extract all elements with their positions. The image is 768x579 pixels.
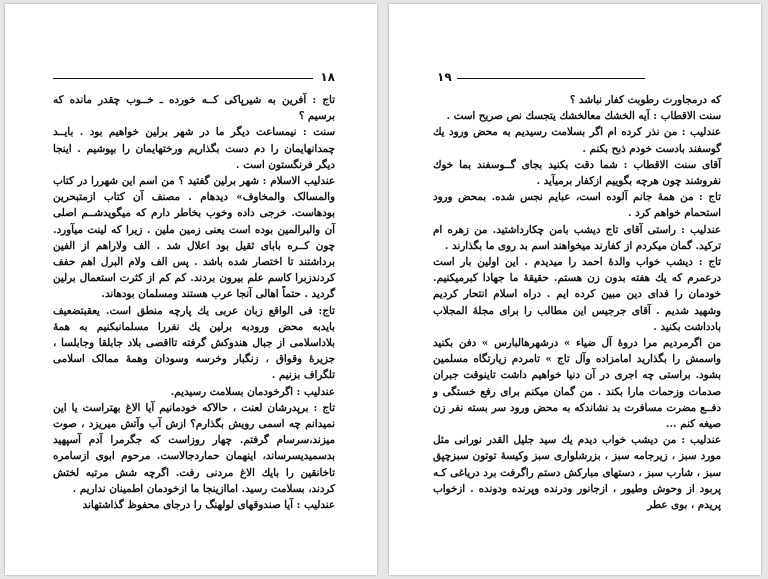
right-page-text xyxy=(433,92,721,513)
left-page-header xyxy=(53,70,335,84)
right-paragraph-3: عندلیب : من نذر کرده ام اگر بسلامت رسیدیم به محض ورود یك گوسفند بادست خودم ذبح بکنم . xyxy=(433,126,721,155)
right-paragraph-7: تاج : دیشب خواب والدهٔ احمد را میدیدم . این اولین بار است درعمرم که یك هفته بدون زن هستم. حقیقهٔ ما جهادا کبرمیکنیم. خودمان را فدای دین مبین کرده ایم . دراه اسلام انتحار کردیم وشهید شدیم . آقای جرجیس این مطالب را برای مجلهٔ المجلاب بادداشت بکنید . xyxy=(433,256,721,333)
right-paragraph-8: من اگرمردیم مرا دروهٔ آل ضیاء » درشهرهالبارس » دفن بکنید واسمش را بگذارید امامزاده وآل تاج » تامردم زیارتگاه مسلمین بشود. براستی چه اجری در آن دنیا خواهیم داشت تاینوقت جبران صدمات وزحمات مارا بکند . من گمان میکنم برای رفع خستگی و دفــع مضرت مسافرت بد نشاندکه به محض ورود سر بسته نفر زن صیغه کنم ... xyxy=(433,337,721,431)
left-header-rule xyxy=(53,78,313,79)
left-paragraph-1: تاج : آفرین به شیرپاکی کــه خورده ـ خــوب چقدر مانده که برسیم ؟ xyxy=(53,94,335,123)
right-page-number: ۱۹ xyxy=(437,70,452,84)
left-paragraph-2: سنت : نیمساعت دیگر ما در شهر برلین خواهیم بود . بایــد چمدانهایمان را دم دست بگذاریم ورختهایمان را بپوشیم . اینجا دیگر فرنگستون است . xyxy=(53,126,335,171)
right-paragraph-4: آقای سنت الاقطاب : شما دقت بکنید بجای گــوسفند بما خوك نفروشند چون هرچه بگوییم ازکفار برمیآید . xyxy=(433,158,721,188)
left-page-number: ۱۸ xyxy=(320,70,335,84)
right-page xyxy=(389,4,761,575)
right-paragraph-5: تاج : من همهٔ جانم آلوده است، عبایم نجس شده. بمحض ورود استحمام خواهم کرد . xyxy=(433,191,721,220)
left-paragraph-7: عندلیب : آیا صندوقهای لولهنگ را درجای محفوظ گذاشتهاند xyxy=(82,499,335,512)
right-paragraph-9: عندلیب : من دیشب خواب دیدم یك سید جلیل القدر نورانی مثل مورد سبز ، زیرجامه سبز ، بزرشلواری سبز وکیسهٔ توتون سبزچپق سبز ، شارب سبز ، دستهای مبارکش دستم راگرفت برد دریاغی کـه پربود از وحوش وطیور ، ازجانور ودرنده وپرنده ودونده . ازخواب پریدم ، بوی عطر xyxy=(433,434,721,512)
left-paragraph-3: عندلیب الاسلام : شهر برلین گفتید ؟ من اسم این شهررا در کتاب والمسالک والمخاوف» دیدهام . مصنف آن کتاب ازمتبحرین بودهاست. خرجی داده وخوب بخاطر دارم که میگویدشــم اصلی آن والبرالمین بوده است یعنی زمین ملین . زیرا که لینت میآورد. چون کــره بابای ثقیل بود اعلال شد . الف ولاراهم از الفین برداشتند تا اختصار شده باشد . پس الف ولام البرل اهم حفف کردندزبرا کاسم علم بیرون بردند. کم کم از کثرت استعمال برلین گردید . حتماً اهالی آنجا عرب هستند ومسلمان بودهاند. xyxy=(53,175,335,301)
right-paragraph-2: سنت الاقطاب : آیه الخشك معالخشك یتجسك نص صریح است . xyxy=(446,110,721,123)
left-page-text xyxy=(53,92,335,513)
left-paragraph-6: تاج : برپدرشان لعنت ، حالاکه خودمانیم آیا الاغ بهتراست یا این نمیدانم چه اسمی رویش بگذارم؟ ازش آب وآتش میریزد ، صوت میزند،سرسام گرفتم. چهار روزاست که جگرمرا آدم آسپهید بدسمیدیسرساند، اینهمان حماردجالاست. مرحوم ابوی ازسامره تاخانقین را بایك الاغ مردنی رفت. اگرچه شش مرتبه لختش کردند، بسلامت رسید. اماازینجا ما ازخودمان اطمینان نداریم . xyxy=(53,401,335,495)
right-paragraph-6: عندلیب : راستی آقای تاج دیشب بامن چکارداشتید. من زهره ام ترکید. گمان میکردم از کفارند میخواهند اسم بد روی ما بگذارند . xyxy=(433,223,721,252)
left-paragraph-4: تاج: فی الواقع زبان عربی یك پارچه منطق است. یعقبتضعیف بایدبه محض ورودبه برلین یك نفررا مسلمانبکنیم به همهٔ بلاداسلامی از جبال هندوکش گرفته تااقصی بلاد جابلقا وجابلسا ، جزیرهٔ وقواق ، زنگبار وخرسه وسودان وهمهٔ ممالک اسلامی تلگراف بزنیم . xyxy=(53,304,335,382)
right-header-rule xyxy=(457,78,645,79)
right-paragraph-1: که درمجاورت رطوبت کفار نباشد ؟ xyxy=(569,94,721,106)
left-paragraph-5: عندلیب : اگرخودمان بسلامت رسیدیم. xyxy=(170,385,335,398)
left-page xyxy=(5,4,377,575)
right-page-header xyxy=(437,70,717,84)
